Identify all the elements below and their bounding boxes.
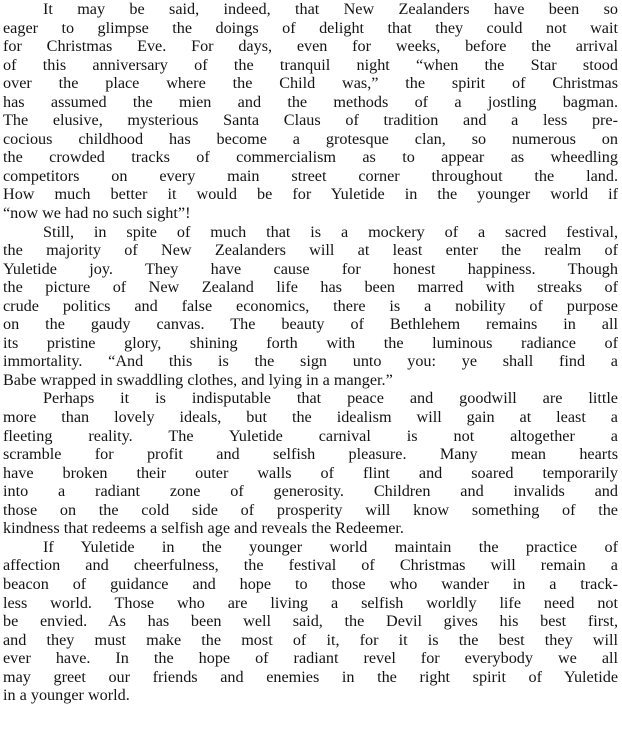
text-line: eager to glimpse the doings of delight that they could not wait (3, 18, 618, 37)
text-line: the majority of New Zealanders will at least enter the realm of (3, 241, 618, 260)
text-line: ever have. In the hope of radiant revel for everybody we all (3, 649, 618, 668)
text-line: If Yuletide in the younger world maintain the practice of (43, 537, 618, 556)
text-line: those on the cold side of prosperity will know something of the (3, 500, 618, 519)
text-line: Babe wrapped in swaddling clothes, and lying in a manger.” (3, 370, 393, 389)
text-line: the crowded tracks of commercialism as to appear as wheedling (3, 148, 618, 167)
text-line: crude politics and false economics, there is a nobility of purpose (3, 296, 618, 315)
text-line: Yuletide joy. They have cause for honest happiness. Though (3, 259, 618, 278)
text-line: for Christmas Eve. For days, even for weeks, before the arrival (3, 37, 618, 56)
text-line: The elusive, mysterious Santa Claus of tradition and a less pre- (3, 111, 618, 130)
text-line: Perhaps it is indisputable that peace and goodwill are little (43, 389, 618, 408)
text-line: on the gaudy canvas. The beauty of Bethlehem remains in all (3, 315, 618, 334)
text-line: immortality. “And this is the sign unto you: ye shall find a (3, 352, 618, 371)
text-line: have broken their outer walls of flint and soared temporarily (3, 463, 618, 482)
text-line: be envied. As has been well said, the Devil gives his best first, (3, 612, 618, 631)
text-line: in a younger world. (3, 686, 130, 705)
text-line: kindness that redeems a selfish age and reveals the Redeemer. (3, 519, 404, 538)
text-line: It may be said, indeed, that New Zealanders have been so (43, 0, 618, 18)
text-line: scramble for profit and selfish pleasure. Many mean hearts (3, 445, 618, 464)
text-line: How much better it would be for Yuletide in the younger world if (3, 185, 618, 204)
text-line: may greet our friends and enemies in the right spirit of Yuletide (3, 667, 618, 686)
text-line: its pristine glory, shining forth with the luminous radiance of (3, 333, 618, 352)
text-line: has assumed the mien and the methods of a jostling bagman. (3, 92, 618, 111)
paragraph-1 (3, 0, 618, 223)
text-line: of this anniversary of the tranquil night “when the Star stood (3, 55, 618, 74)
text-line: cocious childhood has become a grotesque clan, so numerous on (3, 129, 618, 148)
text-line: into a radiant zone of generosity. Children and invalids and (3, 482, 618, 501)
text-line: “now we had no such sight”! (3, 204, 191, 223)
text-line: over the place where the Child was,” the spirit of Christmas (3, 74, 618, 93)
text-line: Still, in spite of much that is a mockery of a sacred festival, (43, 222, 618, 241)
paragraph-4 (3, 538, 618, 705)
text-line: more than lovely ideals, but the idealism will gain at least a (3, 408, 618, 427)
text-line: and they must make the most of it, for it is the best they will (3, 630, 618, 649)
text-line: the picture of New Zealand life has been marred with streaks of (3, 278, 618, 297)
paragraph-3 (3, 389, 618, 537)
text-line: fleeting reality. The Yuletide carnival is not altogether a (3, 426, 618, 445)
text-line: less world. Those who are living a selfish worldly life need not (3, 593, 618, 612)
text-line: affection and cheerfulness, the festival of Christmas will remain a (3, 556, 618, 575)
text-line: competitors on every main street corner throughout the land. (3, 166, 618, 185)
paragraph-2 (3, 223, 618, 390)
text-line: beacon of guidance and hope to those who wander in a track- (3, 574, 618, 593)
